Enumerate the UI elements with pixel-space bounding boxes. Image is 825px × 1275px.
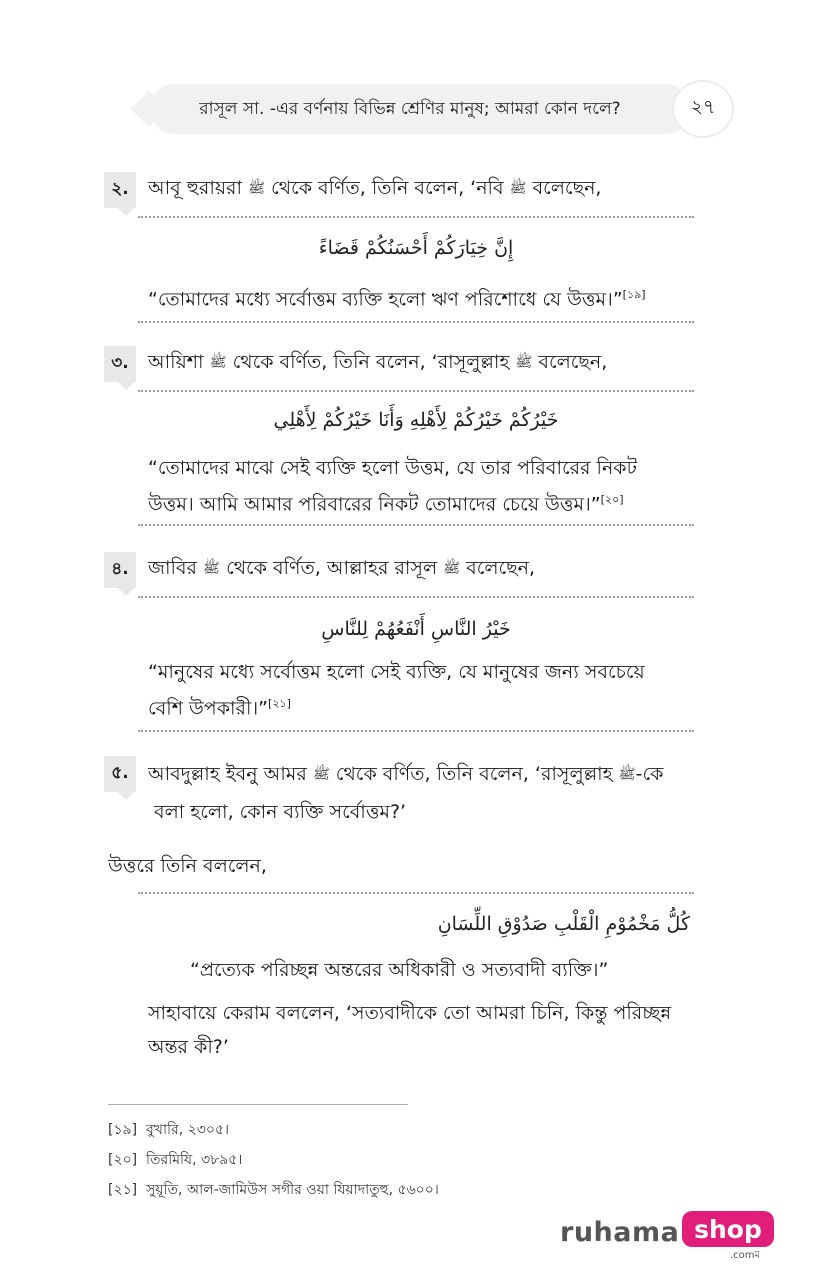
item-number-badge: ৪. [104,552,136,588]
item-number-badge: ৫. [104,756,136,792]
narrator-name: আবদুল্লাহ ইবনু আমর [148,763,307,785]
arabic-hadith-text: كُلُّ مَخْمُوْمِ الْقَلْبِ صَدُوْقِ اللِّسَانِ [437,913,690,935]
honorific-symbol-icon: ﷺ [203,560,220,577]
footnote-text: সুয়ূতি, আল-জামিউস সগীর ওয়া যিয়াদাতুহু, ৫৬০০। [146,1182,439,1198]
followup-line: সাহাবায়ে কেরাম বললেন, ‘সত্যবাদীকে তো আমরা চিনি, কিন্তু পরিচ্ছন্ন [148,1002,672,1024]
arabic-hadith-text: خَيْرُكُمْ خَيْرُكُمْ لِأَهْلِهِ وَأَنَا خَيْرُكُمْ لِأَهْلِي [273,409,559,431]
honorific-symbol-icon: ﷺ [312,766,330,783]
intro-text: থেকে বর্ণিত, আল্লাহর রাসূল [226,557,438,579]
shop-logo-badge: shop [682,1211,774,1247]
dotted-divider [138,321,694,323]
item-number-badge: ৩. [104,346,136,382]
intro-text-end: বলেছেন, [538,351,608,373]
translation-line: “মানুষের মধ্যে সর্বোত্তম হলো সেই ব্যক্তি, যে মানুষের জন্য সবচেয়ে [148,661,645,683]
reply-text: উত্তরে তিনি বললেন, [108,855,267,877]
followup-line: অন্তর কী?’ [148,1036,229,1058]
chapter-title: রাসূল সা. -এর বর্ণনায় বিভিন্ন শ্রেণির মানুষ; আমরা কোন দলে? [199,99,621,119]
hadith-intro-continued: বলা হলো, কোন ব্যক্তি সর্বোত্তম?’ [154,801,407,823]
dotted-divider [138,390,694,392]
narrator-name: জাবির [148,557,197,579]
hadith-translation [148,452,690,520]
honorific-symbol-icon: ﷺ [618,766,636,783]
intro-text: থেকে বর্ণিত, তিনি বলেন, ‘রাসূলুল্লাহ [335,763,613,785]
item-number-badge: ২. [104,172,136,208]
hadith-translation [148,279,708,315]
arabic-hadith-text: إِنَّ خِيَارَكُمْ أَحْسَنُكُمْ قَضَاءً [318,237,514,259]
intro-text: থেকে বর্ণিত, তিনি বলেন, ‘রাসূলুল্লাহ [232,351,510,373]
footnote-number: [২১] [108,1182,138,1198]
honorific-symbol-icon: ﷺ [248,180,265,197]
dotted-divider [138,216,694,218]
intro-text-end: বলেছেন, [466,557,536,579]
footnote-item [108,1118,229,1142]
translation-line: “তোমাদের মাঝে সেই ব্যক্তি হলো উত্তম, যে তার পরিবারের নিকট [148,457,637,479]
page-number: ২৭ [672,80,734,138]
dotted-divider [138,730,694,732]
intro-text-end: -কে [635,763,664,785]
narrator-name: আবূ হুরায়রা [148,177,243,199]
hadith-intro [148,554,708,583]
hadith-intro [148,174,708,203]
footnote-separator [108,1104,408,1105]
hadith-translation: “প্রত্যেক পরিচ্ছন্ন অন্তরের অধিকারী ও সত্যবাদী ব্যক্তি।” [190,959,609,981]
footnote-ref: [১৯] [622,288,646,301]
footnote-ref: [২০] [600,493,624,506]
honorific-symbol-icon: ﷺ [509,180,527,197]
honorific-symbol-icon: ﷺ [209,354,227,371]
dotted-divider [138,596,694,598]
logo-domain-text: .comম [730,1250,761,1261]
dotted-divider [138,524,694,526]
followup-paragraph [148,996,693,1064]
hadith-translation [148,656,690,724]
intro-text: থেকে বর্ণিত, তিনি বলেন, ‘নবি [271,177,504,199]
honorific-symbol-icon: ﷺ [443,560,461,577]
footnote-text: তিরমিযি, ৩৮৯৫। [146,1152,243,1168]
footnote-text: বুখারি, ২৩০৫। [146,1122,230,1138]
footnote-item [108,1148,242,1172]
footnote-ref: [২১] [268,697,291,710]
intro-text-end: বলেছেন, [532,177,602,199]
narrator-name: আয়িশা [148,351,204,373]
dotted-divider [138,892,694,894]
hadith-intro [148,760,738,789]
footnote-number: [২০] [108,1152,138,1168]
translation-text: “তোমাদের মধ্যে সর্বোত্তম ব্যক্তি হলো ঋণ পরিশোধে যে উত্তম।” [148,288,623,311]
honorific-symbol-icon: ﷺ [515,354,533,371]
translation-line [148,688,690,724]
translation-text: উত্তম। আমি আমার পরিবারের নিকট তোমাদের চেয়ে উত্তম।” [148,493,601,516]
hadith-intro [148,348,708,377]
translation-text: বেশি উপকারী।” [148,697,269,720]
footnote-item [108,1178,439,1202]
translation-line [148,484,690,520]
arabic-hadith-text: خَيْرُ النَّاسِ أَنْفَعُهُمْ لِلنَّاسِ [321,618,511,640]
footnote-number: [১৯] [108,1122,138,1138]
ruhama-logo-text: ruhama [560,1217,680,1248]
